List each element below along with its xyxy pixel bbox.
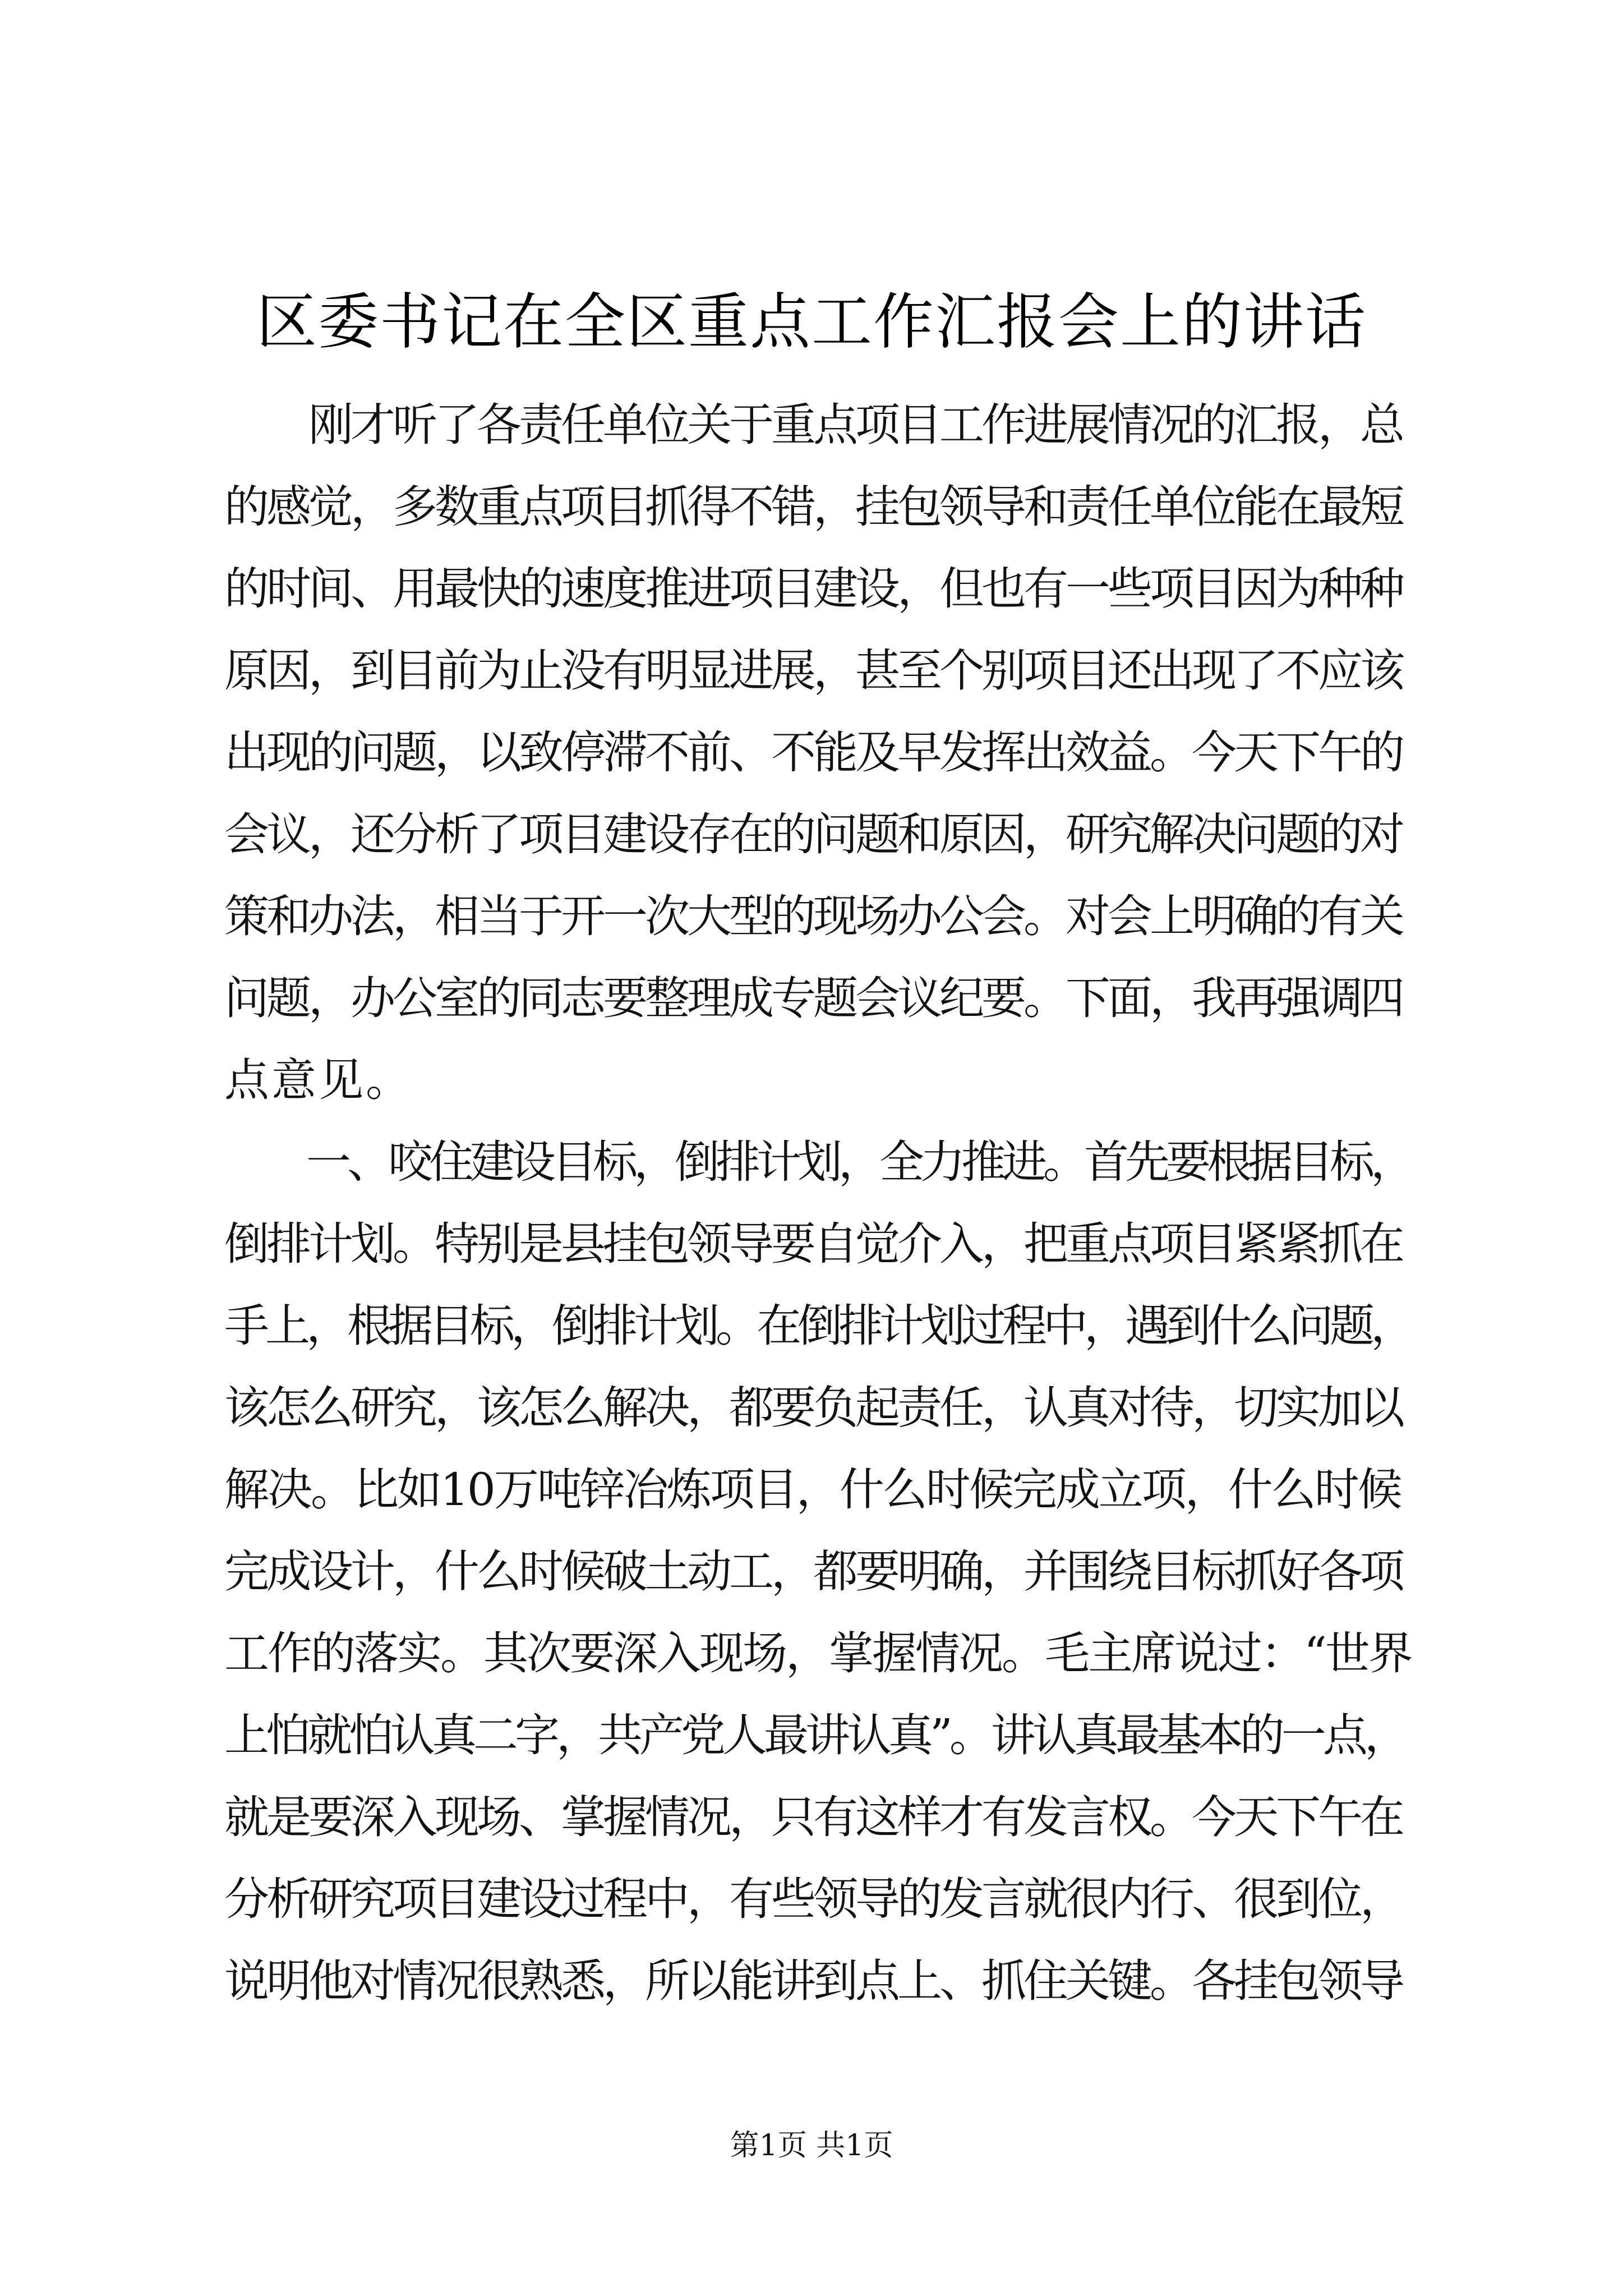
document-body (224, 384, 1413, 2022)
body-line: 上怕就怕认真二字，共产党人最讲认真”。讲认真最基本的一点， (224, 1709, 1406, 1761)
body-line: 一、咬住建设目标，倒排计划，全力推进。首先要根据目标， (224, 1136, 1412, 1188)
body-line: 点意见。 (224, 1054, 413, 1106)
body-line: 分析研究项目建设过程中，有些领导的发言就很内行、很到位， (224, 1873, 1402, 1925)
body-line: 策和办法，相当于开一次大型的现场办公会。对会上明确的有关 (224, 890, 1402, 942)
body-line: 的感觉，多数重点项目抓得不错，挂包领导和责任单位能在最短 (224, 481, 1402, 533)
body-line: 原因，到目前为止没有明显进展，甚至个别项目还出现了不应该 (224, 645, 1402, 697)
body-line: 该怎么研究，该怎么解决，都要负起责任，认真对待，切实加以 (224, 1382, 1402, 1434)
body-line: 倒排计划。特别是县挂包领导要自觉介入，把重点项目紧紧抓在 (224, 1218, 1402, 1270)
body-line: 完成设计，什么时候破土动工，都要明确，并围绕目标抓好各项 (224, 1545, 1402, 1598)
body-line: 解决。比如10万吨锌冶炼项目，什么时候完成立项，什么时候 (224, 1464, 1401, 1516)
body-line: 说明他对情况很熟悉，所以能讲到点上、抓住关键。各挂包领导 (224, 1955, 1402, 2007)
body-line: 的时间、用最快的速度推进项目建设，但也有一些项目因为种种 (224, 563, 1402, 615)
body-line: 会议，还分析了项目建设存在的问题和原因，研究解决问题的对 (224, 808, 1402, 861)
document-title: 区委书记在全区重点工作汇报会上的讲话 (256, 287, 1367, 357)
body-line: 工作的落实。其次要深入现场，掌握情况。毛主席说过：“世界 (224, 1627, 1412, 1680)
body-line: 出现的问题，以致停滞不前、不能及早发挥出效益。今天下午的 (224, 726, 1402, 779)
body-line: 问题，办公室的同志要整理成专题会议纪要。下面，我再强调四 (224, 972, 1402, 1024)
body-line: 刚才听了各责任单位关于重点项目工作进展情况的汇报，总 (224, 399, 1402, 451)
page-footer: 第1页 共1页 (730, 2129, 893, 2162)
body-line: 就是要深入现场、掌握情况，只有这样才有发言权。今天下午在 (224, 1791, 1402, 1843)
body-line: 手上，根据目标，倒排计划。在倒排计划过程中，遇到什么问题， (224, 1300, 1412, 1352)
